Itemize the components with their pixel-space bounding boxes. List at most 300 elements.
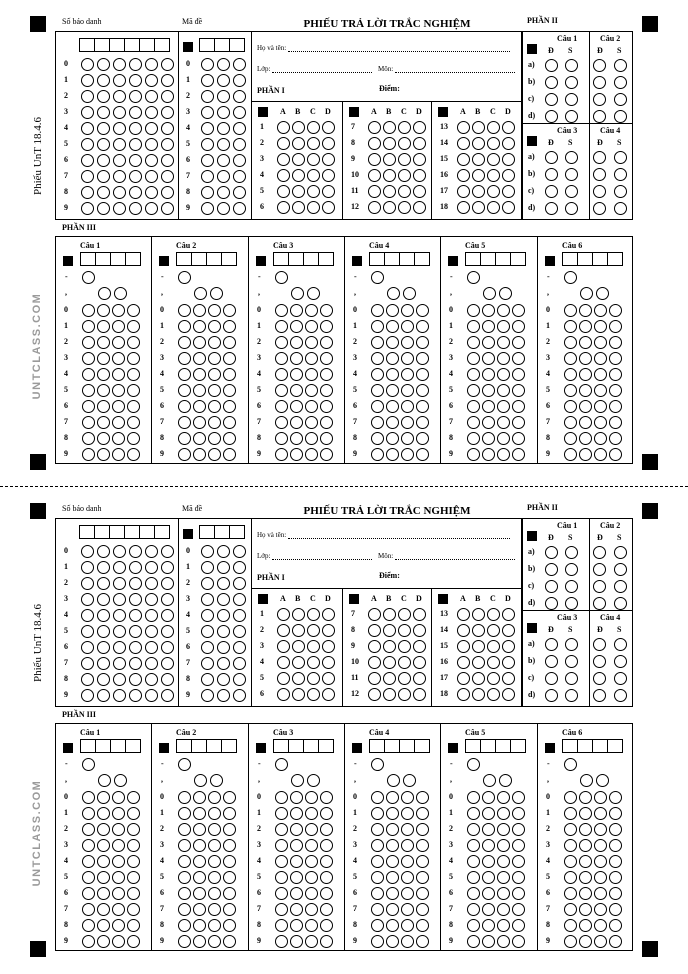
entry-cell[interactable] [592,739,608,753]
ma-de-bubble[interactable] [217,577,230,590]
part3-bubble[interactable] [97,416,110,429]
part2-bubble[interactable] [614,546,627,559]
sbd-bubble[interactable] [129,689,142,702]
part3-bubble[interactable] [82,448,95,461]
part3-bubble[interactable] [467,320,480,333]
entry-cell[interactable] [592,252,608,266]
sbd-bubble[interactable] [161,58,174,71]
part1-bubble[interactable] [292,688,305,701]
sbd-bubble[interactable] [97,561,110,574]
part3-bubble[interactable] [609,855,622,868]
part3-bubble[interactable] [290,400,303,413]
part3-bubble[interactable] [386,352,399,365]
entry-cell[interactable] [221,252,237,266]
part3-bubble[interactable] [320,823,333,836]
part3-bubble[interactable] [178,448,191,461]
part3-bubble[interactable] [112,855,125,868]
entry-cell[interactable] [318,252,334,266]
sbd-bubble[interactable] [97,186,110,199]
sbd-bubble[interactable] [145,577,158,590]
part1-bubble[interactable] [472,121,485,134]
minus-bubble[interactable] [467,271,480,284]
part3-bubble[interactable] [416,448,429,461]
part3-bubble[interactable] [386,823,399,836]
part1-bubble[interactable] [277,185,290,198]
part3-bubble[interactable] [386,791,399,804]
part3-bubble[interactable] [290,352,303,365]
entry-cell[interactable] [109,525,125,539]
part3-bubble[interactable] [467,304,480,317]
part1-bubble[interactable] [277,608,290,621]
part3-bubble[interactable] [371,352,384,365]
part3-bubble[interactable] [97,871,110,884]
sbd-bubble[interactable] [129,593,142,606]
part3-bubble[interactable] [497,903,510,916]
part3-bubble[interactable] [609,416,622,429]
part3-bubble[interactable] [497,384,510,397]
part3-bubble[interactable] [594,336,607,349]
entry-cell[interactable] [577,739,593,753]
part3-bubble[interactable] [386,432,399,445]
part3-bubble[interactable] [512,304,525,317]
ma-de-bubble[interactable] [201,90,214,103]
part3-bubble[interactable] [497,352,510,365]
part3-bubble[interactable] [371,935,384,948]
sbd-bubble[interactable] [113,186,126,199]
part3-bubble[interactable] [320,855,333,868]
part3-bubble[interactable] [97,336,110,349]
part2-bubble[interactable] [593,59,606,72]
part1-bubble[interactable] [398,169,411,182]
part3-bubble[interactable] [97,935,110,948]
part1-bubble[interactable] [487,185,500,198]
minus-bubble[interactable] [467,758,480,771]
ma-de-entry[interactable] [200,525,245,539]
part3-bubble[interactable] [97,352,110,365]
part3-bubble[interactable] [579,887,592,900]
part3-bubble[interactable] [512,791,525,804]
part2-bubble[interactable] [593,597,606,610]
comma-bubble[interactable] [210,774,223,787]
sbd-bubble[interactable] [145,625,158,638]
part1-bubble[interactable] [502,185,515,198]
part3-bubble[interactable] [609,400,622,413]
part1-bubble[interactable] [368,608,381,621]
sbd-bubble[interactable] [97,138,110,151]
entry-cell[interactable] [562,252,578,266]
part3-bubble[interactable] [97,432,110,445]
part3-bubble[interactable] [82,887,95,900]
part3-bubble[interactable] [482,400,495,413]
part3-bubble[interactable] [223,823,236,836]
ma-de-bubble[interactable] [233,138,246,151]
part3-bubble[interactable] [609,871,622,884]
part3-bubble[interactable] [305,432,318,445]
part3-bubble[interactable] [371,839,384,852]
entry-cell[interactable] [303,739,319,753]
part3-bubble[interactable] [467,384,480,397]
name-field[interactable] [257,44,510,52]
sbd-bubble[interactable] [113,577,126,590]
part3-bubble[interactable] [320,791,333,804]
sbd-entry[interactable] [80,525,170,539]
part3-bubble[interactable] [223,791,236,804]
part3-bubble[interactable] [564,336,577,349]
part3-bubble[interactable] [594,855,607,868]
entry-cell[interactable] [191,252,207,266]
part2-bubble[interactable] [545,110,558,123]
part3-bubble[interactable] [127,352,140,365]
part3-bubble[interactable] [594,368,607,381]
name-line[interactable] [288,538,510,539]
part3-bubble[interactable] [208,919,221,932]
sbd-bubble[interactable] [97,689,110,702]
comma-bubble[interactable] [403,287,416,300]
part3-bubble[interactable] [320,320,333,333]
part2-bubble[interactable] [545,597,558,610]
part3-bubble[interactable] [497,855,510,868]
ma-de-bubble[interactable] [233,561,246,574]
part3-bubble[interactable] [594,839,607,852]
part3-bubble[interactable] [482,823,495,836]
part1-bubble[interactable] [277,137,290,150]
part3-bubble[interactable] [371,903,384,916]
part1-bubble[interactable] [457,121,470,134]
sbd-bubble[interactable] [145,122,158,135]
part3-bubble[interactable] [416,416,429,429]
part3-bubble[interactable] [386,935,399,948]
sbd-bubble[interactable] [145,138,158,151]
part3-bubble[interactable] [223,416,236,429]
part2-bubble[interactable] [545,580,558,593]
part3-bubble[interactable] [97,903,110,916]
entry-cell[interactable] [399,252,415,266]
part1-bubble[interactable] [398,121,411,134]
part3-bubble[interactable] [223,432,236,445]
part3-bubble[interactable] [112,432,125,445]
sbd-bubble[interactable] [161,561,174,574]
part3-bubble[interactable] [223,400,236,413]
ma-de-bubble[interactable] [217,609,230,622]
sbd-bubble[interactable] [129,58,142,71]
part3-bubble[interactable] [482,304,495,317]
part3-bubble[interactable] [223,935,236,948]
part3-bubble[interactable] [371,384,384,397]
part3-bubble[interactable] [305,871,318,884]
part3-bubble[interactable] [386,839,399,852]
part3-entry[interactable] [563,739,623,753]
sbd-bubble[interactable] [81,561,94,574]
part3-bubble[interactable] [579,871,592,884]
part1-bubble[interactable] [472,656,485,669]
comma-bubble[interactable] [114,287,127,300]
sbd-bubble[interactable] [113,625,126,638]
part3-bubble[interactable] [112,839,125,852]
part3-bubble[interactable] [97,368,110,381]
part3-bubble[interactable] [386,416,399,429]
part3-bubble[interactable] [193,903,206,916]
part3-bubble[interactable] [97,823,110,836]
part3-bubble[interactable] [305,887,318,900]
part3-bubble[interactable] [497,807,510,820]
sbd-bubble[interactable] [145,609,158,622]
part3-bubble[interactable] [497,791,510,804]
sbd-bubble[interactable] [113,202,126,215]
part3-bubble[interactable] [609,807,622,820]
sbd-bubble[interactable] [97,673,110,686]
part3-bubble[interactable] [579,935,592,948]
part3-bubble[interactable] [290,304,303,317]
comma-bubble[interactable] [291,774,304,787]
part3-bubble[interactable] [82,935,95,948]
part3-bubble[interactable] [512,887,525,900]
comma-bubble[interactable] [483,774,496,787]
part3-bubble[interactable] [609,791,622,804]
part1-bubble[interactable] [457,624,470,637]
sbd-bubble[interactable] [81,641,94,654]
part3-bubble[interactable] [416,304,429,317]
part1-bubble[interactable] [398,137,411,150]
part1-bubble[interactable] [383,121,396,134]
part3-bubble[interactable] [290,839,303,852]
part3-bubble[interactable] [178,304,191,317]
part3-bubble[interactable] [416,384,429,397]
part3-bubble[interactable] [223,368,236,381]
part1-bubble[interactable] [413,121,426,134]
part2-bubble[interactable] [593,546,606,559]
part3-bubble[interactable] [223,304,236,317]
part3-bubble[interactable] [512,903,525,916]
part3-bubble[interactable] [275,384,288,397]
part3-bubble[interactable] [290,903,303,916]
part3-bubble[interactable] [371,448,384,461]
part3-bubble[interactable] [97,320,110,333]
sbd-bubble[interactable] [97,106,110,119]
ma-de-bubble[interactable] [233,689,246,702]
ma-de-bubble[interactable] [233,657,246,670]
entry-cell[interactable] [80,739,96,753]
part3-bubble[interactable] [482,791,495,804]
part3-bubble[interactable] [223,448,236,461]
entry-cell[interactable] [139,38,155,52]
sbd-bubble[interactable] [81,609,94,622]
part2-bubble[interactable] [545,563,558,576]
sbd-bubble[interactable] [97,593,110,606]
ma-de-bubble[interactable] [201,170,214,183]
sbd-bubble[interactable] [97,202,110,215]
entry-cell[interactable] [495,252,511,266]
part2-bubble[interactable] [565,76,578,89]
part3-bubble[interactable] [371,791,384,804]
sbd-bubble[interactable] [113,641,126,654]
part3-bubble[interactable] [112,807,125,820]
part3-bubble[interactable] [579,823,592,836]
part3-bubble[interactable] [371,336,384,349]
sbd-bubble[interactable] [113,154,126,167]
part3-bubble[interactable] [193,352,206,365]
part1-bubble[interactable] [277,640,290,653]
part1-bubble[interactable] [398,201,411,214]
part3-bubble[interactable] [579,400,592,413]
sbd-bubble[interactable] [145,545,158,558]
ma-de-bubble[interactable] [233,202,246,215]
part1-bubble[interactable] [398,688,411,701]
part1-bubble[interactable] [502,169,515,182]
entry-cell[interactable] [154,38,170,52]
part1-bubble[interactable] [457,608,470,621]
sbd-bubble[interactable] [97,170,110,183]
part3-bubble[interactable] [467,935,480,948]
sbd-bubble[interactable] [161,122,174,135]
part1-bubble[interactable] [292,169,305,182]
part3-bubble[interactable] [564,416,577,429]
part3-bubble[interactable] [467,400,480,413]
part1-bubble[interactable] [472,608,485,621]
part1-bubble[interactable] [502,153,515,166]
part3-bubble[interactable] [482,855,495,868]
part3-bubble[interactable] [594,400,607,413]
part3-bubble[interactable] [275,807,288,820]
part3-entry[interactable] [466,739,526,753]
part1-bubble[interactable] [292,640,305,653]
part1-bubble[interactable] [292,121,305,134]
part2-bubble[interactable] [614,59,627,72]
part2-bubble[interactable] [565,580,578,593]
part3-bubble[interactable] [112,320,125,333]
part3-bubble[interactable] [482,919,495,932]
part3-bubble[interactable] [386,384,399,397]
part3-bubble[interactable] [320,352,333,365]
part1-bubble[interactable] [487,688,500,701]
part3-bubble[interactable] [320,384,333,397]
part1-bubble[interactable] [368,672,381,685]
part3-bubble[interactable] [482,871,495,884]
ma-de-bubble[interactable] [217,625,230,638]
entry-cell[interactable] [318,739,334,753]
ma-de-bubble[interactable] [201,689,214,702]
part3-bubble[interactable] [208,791,221,804]
sbd-bubble[interactable] [129,641,142,654]
part3-bubble[interactable] [193,855,206,868]
sbd-bubble[interactable] [145,170,158,183]
part3-bubble[interactable] [290,823,303,836]
part1-bubble[interactable] [292,137,305,150]
part3-bubble[interactable] [386,871,399,884]
part3-bubble[interactable] [275,432,288,445]
part3-bubble[interactable] [401,352,414,365]
part3-bubble[interactable] [371,855,384,868]
part3-bubble[interactable] [290,807,303,820]
sbd-bubble[interactable] [97,609,110,622]
ma-de-bubble[interactable] [233,90,246,103]
part3-bubble[interactable] [564,903,577,916]
part3-bubble[interactable] [467,887,480,900]
part2-bubble[interactable] [565,597,578,610]
part1-bubble[interactable] [277,121,290,134]
entry-cell[interactable] [510,252,526,266]
ma-de-bubble[interactable] [217,202,230,215]
part3-bubble[interactable] [178,919,191,932]
part3-bubble[interactable] [594,807,607,820]
sbd-bubble[interactable] [129,154,142,167]
part3-bubble[interactable] [401,384,414,397]
part1-bubble[interactable] [307,624,320,637]
part3-bubble[interactable] [82,919,95,932]
part1-bubble[interactable] [457,137,470,150]
part3-bubble[interactable] [401,304,414,317]
part1-bubble[interactable] [383,137,396,150]
part3-bubble[interactable] [371,320,384,333]
part3-bubble[interactable] [497,304,510,317]
part3-bubble[interactable] [290,919,303,932]
part3-bubble[interactable] [275,823,288,836]
part3-bubble[interactable] [97,887,110,900]
entry-cell[interactable] [288,252,304,266]
part2-bubble[interactable] [593,93,606,106]
part3-bubble[interactable] [416,400,429,413]
part3-bubble[interactable] [193,448,206,461]
entry-cell[interactable] [206,739,222,753]
part1-bubble[interactable] [292,185,305,198]
part1-bubble[interactable] [487,608,500,621]
part3-bubble[interactable] [223,903,236,916]
part3-bubble[interactable] [178,807,191,820]
part3-bubble[interactable] [386,919,399,932]
part3-bubble[interactable] [193,304,206,317]
part3-bubble[interactable] [497,400,510,413]
part3-bubble[interactable] [305,935,318,948]
part3-bubble[interactable] [193,791,206,804]
sbd-bubble[interactable] [81,58,94,71]
part3-bubble[interactable] [112,448,125,461]
part1-bubble[interactable] [383,624,396,637]
part3-bubble[interactable] [208,871,221,884]
sbd-bubble[interactable] [145,106,158,119]
part1-bubble[interactable] [413,201,426,214]
part2-bubble[interactable] [614,689,627,702]
entry-cell[interactable] [495,739,511,753]
part3-bubble[interactable] [609,352,622,365]
sbd-bubble[interactable] [113,689,126,702]
entry-cell[interactable] [80,252,96,266]
part1-bubble[interactable] [487,121,500,134]
part3-bubble[interactable] [609,432,622,445]
entry-cell[interactable] [191,739,207,753]
part1-bubble[interactable] [457,640,470,653]
part3-bubble[interactable] [467,839,480,852]
part3-bubble[interactable] [127,384,140,397]
part3-bubble[interactable] [467,919,480,932]
part3-bubble[interactable] [320,336,333,349]
part3-bubble[interactable] [193,416,206,429]
part3-bubble[interactable] [512,919,525,932]
part1-bubble[interactable] [487,137,500,150]
part3-bubble[interactable] [82,791,95,804]
part3-bubble[interactable] [482,807,495,820]
part3-bubble[interactable] [371,400,384,413]
part3-bubble[interactable] [178,352,191,365]
part3-bubble[interactable] [223,807,236,820]
part2-bubble[interactable] [545,202,558,215]
part2-bubble[interactable] [593,655,606,668]
minus-bubble[interactable] [564,271,577,284]
part3-bubble[interactable] [193,336,206,349]
sbd-bubble[interactable] [161,138,174,151]
ma-de-bubble[interactable] [217,561,230,574]
part3-bubble[interactable] [178,400,191,413]
part3-bubble[interactable] [482,448,495,461]
part3-bubble[interactable] [178,432,191,445]
